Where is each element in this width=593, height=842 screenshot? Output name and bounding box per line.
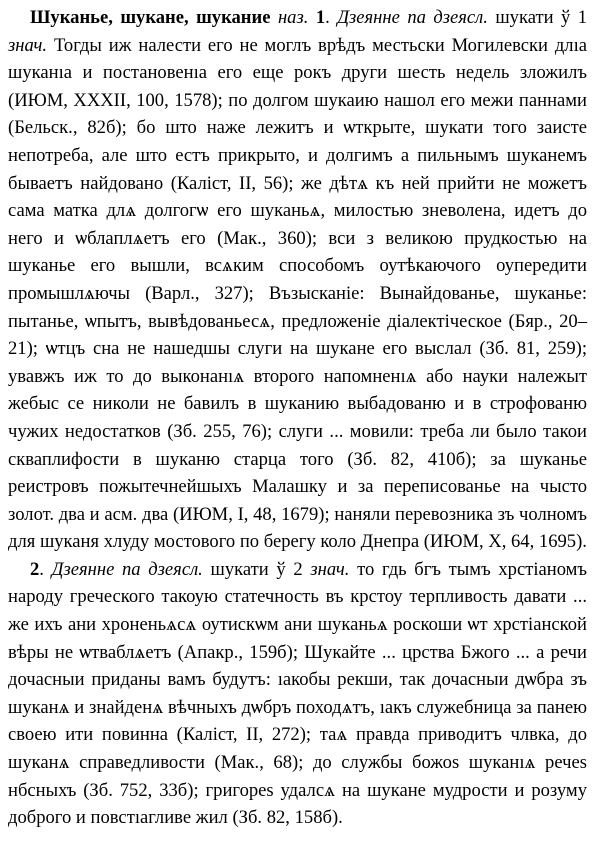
sense-definition: Дзеянне па дзеясл. <box>51 558 203 580</box>
sense-dot: . <box>39 558 44 580</box>
sense-definition: Дзеянне па дзеясл. <box>337 7 488 28</box>
meaning-label: знач. <box>310 558 350 580</box>
sense-number: 2 <box>30 558 40 580</box>
verb-reference: шукати ў 1 <box>495 7 588 28</box>
sense-number: 1 <box>315 7 326 28</box>
sense-dot: . <box>325 7 330 28</box>
verb-reference: шукати ў 2 <box>210 558 303 580</box>
entry-body-text: Тогды иж налести его не моглъ врѣдъ местьски Могилевски длıа шуканıа и постановенıа его еще рокъ други шесть недель зложилъ (ИЮМ, XXXII, 100, 1578); по долгом шукаию нашол его межи паннами (Бельск., 82б); бо што наже лежитъ и ѡткрыте, шукати того заисте непотреба, але што естъ прикрыто, и долгимъ а пильнымъ шуканемъ бываетъ найдовано (Калiст, II, 56); же дѣтѧ къ ней прийти не можетъ сама матка длѧ долгогѡ его шуканьѧ, милостью зневолена, идетъ до него и ѡблаплѧетъ его (Мак., 360); вси з великою прудкостью на шуканье его вышли, всѧким способомъ оутѣкаючого оупередити промышлѧючы (Варл., 327); Възысканiе: Вынайдованье, шуканье: пытанье, ѡпытъ, вывѣдованьесѧ, предложенiе дiалектiческое (Бяр., 20–21); ѡтцъ сна не нашедшы слуги на шукане его выслал (Зб. 81, 259); увавжъ иж то до выконанıѧ второго напомненıѧ або науки належыт жебыс се николи не бавилъ в шуканию выбадованю и в строфованю чужих недостатков (Зб. 255, 76); слуги ... мовили: треба ли было такои скваплифости в шуканю старца того (Зб. 82, 410б); за шуканье реистровъ пожытечнейшыхъ Малашку и за переписованье на чысто золот. два и асм. два (ИЮМ, I, 48, 1679); наняли перевозника зъ чолномъ для шуканя хлуду мостового по берегу коло Днепра (ИЮМ, X, 64, 1695). <box>8 34 588 553</box>
dictionary-entry-sense-1 <box>8 4 587 556</box>
headword: Шуканье, шукане, шукание <box>30 7 271 28</box>
entry-body-text: то гдь бгъ тымъ хрстiаномъ народу греческого такоую статечность въ крстоу терпливость давати ... же ихъ ани хроненьѧсѧ оутискѡм ани шуканьѧ роскоши ѡт хрстiанской вѣры не ѡтваблѧетъ (Апакр., 159б); Шукайте ... црства Бжого ... а речи дочасныи приданы вамъ будутъ: ıакобы рекши, так дочасныи дѡбра зъ шуканѧ и знайденѧ вѣчныхъ дѡбръ походѧтъ, ıакъ служебница за панею своею ити повинна (Калiст, II, 272); таѧ правда приводитъ члвка, до шуканѧ справедливости (Мак., 68); до службы божоѕ шуканıѧ речеѕ нбсныхъ (Зб. 752, 33б); григореѕ удалсѧ на шукане мудрости и розуму доброго и повстıагливе жил (Зб. 82, 158б). <box>8 558 588 829</box>
part-of-speech-label: наз. <box>277 7 309 28</box>
dictionary-entry-sense-2 <box>8 556 587 832</box>
meaning-label: знач. <box>8 34 48 56</box>
